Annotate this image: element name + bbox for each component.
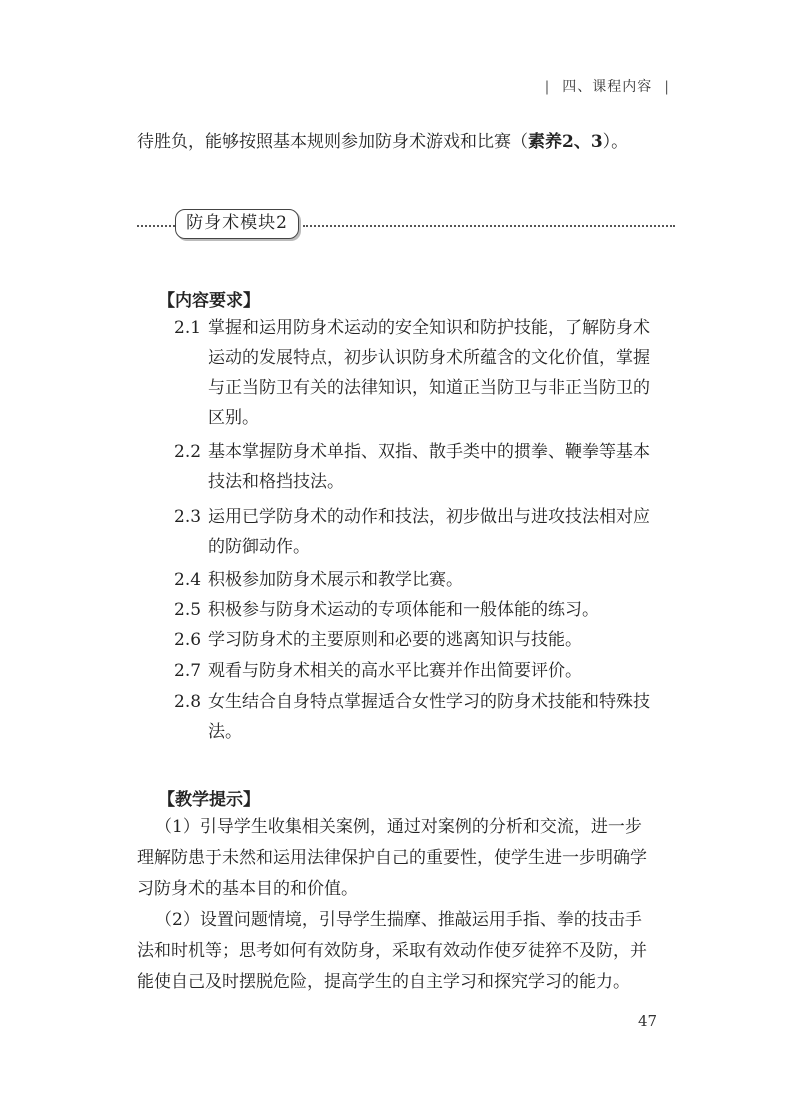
teaching-tips-heading: 【教学提示】 (158, 790, 260, 810)
paragraph-line: 习防身术的基本目的和价值。 (137, 879, 358, 899)
list-item: 2.6 学习防身术的主要原则和必要的逃离知识与技能。 (174, 630, 582, 650)
continuation-line: 待胜负，能够按照基本规则参加防身术游戏和比赛（素养2、3）。 (137, 132, 629, 152)
content-requirements-heading: 【内容要求】 (158, 291, 260, 311)
header-section-title: 四、课程内容 (562, 79, 653, 95)
literacy-ref: 素养2、3 (528, 132, 603, 152)
list-item-continuation: 的防御动作。 (208, 537, 310, 557)
module-title: 防身术模块2 (175, 209, 299, 239)
list-item: 2.8 女生结合自身特点掌握适合女性学习的防身术技能和特殊技 (174, 692, 650, 712)
paragraph-line: 法和时机等；思考如何有效防身，采取有效动作使歹徒猝不及防，并 (137, 941, 647, 961)
list-item: 2.2 基本掌握防身术单指、双指、散手类中的掼拳、鞭拳等基本 (174, 442, 650, 462)
paragraph-line: （1）引导学生收集相关案例，通过对案例的分析和交流，进一步 (155, 817, 642, 837)
module-banner (137, 205, 675, 245)
list-item-continuation: 技法和格挡技法。 (208, 472, 344, 492)
list-item: 2.5 积极参与防身术运动的专项体能和一般体能的练习。 (174, 600, 599, 620)
dotted-rule-left (137, 225, 175, 227)
header-divider-right: | (664, 79, 670, 95)
dotted-rule-right (303, 225, 675, 227)
running-header (533, 76, 682, 96)
list-item: 2.1 掌握和运用防身术运动的安全知识和防护技能，了解防身术 (174, 318, 650, 338)
list-item-continuation: 法。 (208, 722, 242, 742)
header-divider-left: | (544, 79, 551, 95)
paragraph-line: 理解防患于未然和运用法律保护自己的重要性，使学生进一步明确学 (137, 848, 647, 868)
list-item: 2.4 积极参加防身术展示和教学比赛。 (174, 570, 463, 590)
paragraph-line: 能使自己及时摆脱危险，提高学生的自主学习和探究学习的能力。 (137, 972, 630, 992)
page-number: 47 (638, 1012, 658, 1030)
list-item-continuation: 运动的发展特点，初步认识防身术所蕴含的文化价值，掌握 (208, 348, 650, 368)
list-item-continuation: 区别。 (208, 408, 259, 428)
list-item: 2.3 运用已学防身术的动作和技法，初步做出与进攻技法相对应 (174, 507, 650, 527)
paragraph-line: （2）设置问题情境，引导学生揣摩、推敲运用手指、拳的技击手 (155, 910, 642, 930)
list-item: 2.7 观看与防身术相关的高水平比赛并作出简要评价。 (174, 661, 582, 681)
list-item-continuation: 与正当防卫有关的法律知识，知道正当防卫与非正当防卫的 (208, 378, 650, 398)
